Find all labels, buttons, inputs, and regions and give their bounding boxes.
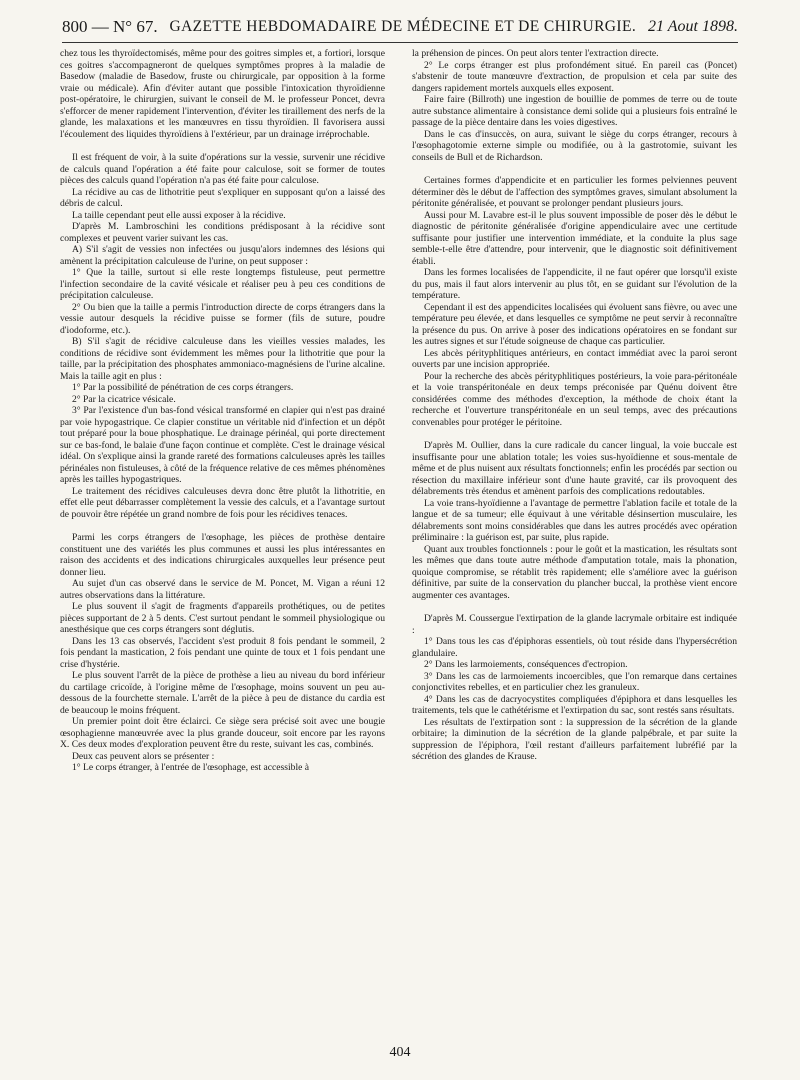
paragraph: D'après M. Lambroschini les conditions prédisposant à la récidive sont complexes et peuvent varier suivant les cas. [60,221,385,244]
journal-title: GAZETTE HEBDOMADAIRE DE MÉDECINE ET DE CHIRURGIE. [169,18,637,35]
paragraph: Aussi pour M. Lavabre est-il le plus souvent impossible de poser dès le début le diagnostic de péritonite généralisée d'origine appendiculaire avec une certitude suffisante pour justifier une intervention immédiate, et la conduite la plus sage semble-t-elle être d'attendre, pour intervenir, que le diagnostic soit définitivement établi. [412,209,737,267]
paragraph: 2° Par la cicatrice vésicale. [72,393,176,405]
page-number-label: 800 — N° 67. [62,17,158,36]
right-column [412,48,737,763]
paragraph: Un premier point doit être éclairci. Ce siège sera précisé soit avec une bougie œsophagienne manœuvrée avec la plus grande douceur, soit encore par les rayons X. Ces deux modes d'exploration peuvent être du reste, suivant les cas, combinés. [60,716,385,750]
paragraph: 2° Le corps étranger est plus profondément situé. En pareil cas (Poncet) s'abstenir de toute manœuvre d'extraction, de propulsion et cela par suite des dangers rapidement mortels auxquels elles exposent. [412,59,737,94]
paragraph: 3° Par l'existence d'un bas-fond vésical transformé en clapier qui n'est pas drainé par voie hypogastrique. Ce clapier constitue un véritable nid d'infection et un dépôt tout préparé pour la boue phosphatique. Le drainage périnéal, qui porte directement sur ce bas-fond, le balaie d'une façon continue et complète. C'est le drainage vésical idéal. On s'explique ainsi la grande rareté des formations calculeuses après les tailles périnéales non fistuleuses, à côté de la fréquence relative de ces mêmes phénomènes après les tailles hypogastriques. [60,405,385,485]
issue-date: 21 Aout 1898. [648,18,738,35]
paragraph: 1° Le corps étranger, à l'entrée de l'œsophage, est accessible à [72,762,310,773]
paragraph: Dans les 13 cas observés, l'accident s'est produit 8 fois pendant le sommeil, 2 fois pendant la mastication, 2 fois pendant une quinte de toux et 1 fois pendant une crise d'hystérie. [60,635,385,670]
paragraph: Dans les formes localisées de l'appendicite, il ne faut opérer que lorsqu'il existe du pus, mais il faut alors intervenir au plus tôt, en se guidant sur l'évolution de la température. [412,267,737,301]
paragraph: 2° Dans les larmoiements, conséquences d'ectropion. [424,659,628,670]
paragraph: 2° Ou bien que la taille a permis l'introduction directe de corps étrangers dans la vessie autour desquels la récidive puisse se former (fils de suture, poudre d'iodoforme, etc.). [60,301,385,336]
paragraph: D'après M. Oullier, dans la cure radicale du cancer lingual, la voie buccale est insuffisante pour une ablation totale; les voies sus-hyoïdienne et sous-mentale de même et de plus nuisent aux résultats fonctionnels; enfin les procédés par section ou résection du maxillaire inférieur sont d'une haute gravité, car ils provoquent des délabrements très étendus et amènent parfois des complications redoutables. [412,440,737,497]
paragraph: Au sujet d'un cas observé dans le service de M. Poncet, M. Vigan a réuni 12 autres observations dans la littérature. [60,578,385,601]
page-header [62,12,738,43]
paragraph: chez tous les thyroïdectomisés, même pour des goitres simples et, a fortiori, lorsque ces goitres s'accompagneront de quelques symptômes propres à la maladie de Basedow (maladie de Basedow, fruste ou chirurgicale, par opposition à la forme vraie ou médicale). Afin d'éviter autant que possible l'intoxication thyroïdienne post-opératoire, le chirurgien, suivant le conseil de M. le professeur Poncet, devra s'efforcer de mener rapidement l'intervention, d'éviter les tiraillement des nerfs de la glande, les malaxations et les manœuvres en tissu thyroïdien. Il favorisera aussi l'écoulement des liquides thyroïdiens à l'extérieur, par un drainage irréprochable. [60,48,385,140]
paragraph: B) S'il s'agit de récidive calculeuse dans les vieilles vessies malades, les conditions de récidive sont évidemment les mêmes pour la lithotritie que pour la taille, par la précipitation des phosphates ammoniaco-magnésiens de l'urine alcaline. Mais la taille agit en plus : [60,336,385,382]
paragraph: Faire faire (Billroth) une ingestion de bouillie de pommes de terre ou de toute autre substance alimentaire à consistance demi solide qui a plusieurs fois entraîné le passage de la pièce dentaire dans les voies digestives. [412,94,737,128]
paragraph: La voie trans-hyoïdienne a l'avantage de permettre l'ablation facile et totale de la langue et de sa tumeur; elle équivaut à une véritable désinsertion musculaire, les délabrements sont moins considérables que dans les autres procédés avec opération préliminaire : la guérison est, par suite, plus rapide. [412,497,737,543]
paragraph: A) S'il s'agit de vessies non infectées ou jusqu'alors indemnes des lésions qui amènent la précipitation calculeuse de l'urine, on peut supposer : [60,244,385,267]
paragraph: Deux cas peuvent alors se présenter : [72,750,215,762]
paragraph: La récidive au cas de lithotritie peut s'expliquer en supposant qu'on a laissé des débris de calcul. [60,186,385,209]
paragraph: Le traitement des récidives calculeuses devra donc être plutôt la lithotritie, en effet elle peut débarrasser complètement la vessie des calculs, et a l'avantage surtout de pouvoir être répétée un grand nombre de fois pour les récidives tenaces. [60,485,385,520]
paragraph: Les résultats de l'extirpation sont : la suppression de la sécrétion de la glande orbitaire; la diminution de la sécrétion de la glande palpébrale, et par suite la suppression de l'épiphora, l'œil restant d'ailleurs parfaitement lubréfié par la sécrétion des glandes de Krause. [412,716,737,762]
paragraph: Il est fréquent de voir, à la suite d'opérations sur la vessie, survenir une récidive de calculs quand l'opération a été faite pour calculose, soit se former de toutes pièces des calculs quand l'opération n'a pas été faite pour calculose. [60,152,385,186]
paragraph: 3° Dans les cas de larmoiements incoercibles, que l'on remarque dans certaines conjonctivites rebelles, et en particulier chez les granuleux. [412,670,737,693]
paragraph: Parmi les corps étrangers de l'œsophage, les pièces de prothèse dentaire constituent une des variétés les plus communes et aussi les plus intéressantes en raison des accidents et des indications chirurgicales auxquelles leur présence peut donner lieu. [60,532,385,578]
paragraph: Cependant il est des appendicites localisées qui évoluent sans fièvre, ou avec une température peu élevée, et dans lesquelles ce symptôme ne peut servir à reconnaître la présence du pus. On arrive à poser des indications opératoires en se fondant sur les autres signes et sur l'étude soigneuse de chaque cas particulier. [412,301,737,347]
paragraph: La taille cependant peut elle aussi exposer à la récidive. [72,209,286,221]
paragraph: Certaines formes d'appendicite et en particulier les formes pelviennes peuvent déterminer dès le début de l'affection des symptômes graves, simulant absolument la péritonite généralisée, et pouvant se prolonger pendant plusieurs jours. [412,175,737,209]
paragraph: 4° Dans les cas de dacryocystites compliquées d'épiphora et dans lesquelles les traitements, tels que le cathétérisme et l'extirpation du sac, sont restés sans résultats. [412,693,737,716]
paragraph: la préhension de pinces. On peut alors tenter l'extraction directe. [412,48,659,59]
paragraph: Pour la recherche des abcès pérityphlitiques postérieurs, la voie para-péritonéale et la voie transpéritonéale en deux temps préconisée par Quénu doivent être considérées comme des méthodes d'exception, la méthode de choix étant la recherche et l'ouverture transpéritonéale en un seul temps, avec des précautions convenables pour protéger le péritoine. [412,370,737,428]
folio-number: 404 [389,1045,411,1060]
paragraph: Quant aux troubles fonctionnels : pour le goût et la mastication, les résultats sont les mêmes que dans toute autre méthode d'amputation totale, mais la phonation, quoique compromise, se rétablit très rapidement; elle s'améliore avec la guérison définitive, par suite de la conservation du plancher buccal, la prothèse vient encore augmenter ces avantages. [412,543,737,601]
paragraph: 1° Que la taille, surtout si elle reste longtemps fistuleuse, peut permettre l'infection secondaire de la cavité vésicale et réaliser peu à peu ces conditions de précipitation calculeuse. [60,267,385,301]
paragraph: Le plus souvent il s'agit de fragments d'appareils prothétiques, ou de petites pièces supportant de 2 à 5 dents. C'est surtout pendant le sommeil physiologique ou anesthésique que ces corps étrangers sont déglutis. [60,601,385,635]
paragraph: D'après M. Coussergue l'extirpation de la glande lacrymale orbitaire est indiquée : [412,613,737,636]
left-column [60,48,385,774]
paragraph: Dans le cas d'insuccès, on aura, suivant le siège du corps étranger, recours à l'œsophagotomie externe simple ou modifiée, ou à la gastrotomie, suivant les conseils de Bull et de Richardson. [412,128,737,163]
paragraph: Les abcès pérityphlitiques antérieurs, en contact immédiat avec la paroi seront ouverts par une incision appropriée. [412,347,737,370]
paragraph: 1° Dans tous les cas d'épiphoras essentiels, où tout réside dans l'hypersécrétion glandulaire. [412,636,737,659]
paragraph: Le plus souvent l'arrêt de la pièce de prothèse a lieu au niveau du bord inférieur du cartilage cricoïde, à l'origine même de l'œsophage, moins souvent un peu au-dessous de la fourchette sternale. L'arrêt de la pièce à peu de distance du cardia est de beaucoup le moins fréquent. [60,670,385,716]
paragraph: 1° Par la possibilité de pénétration de ces corps étrangers. [72,382,294,393]
